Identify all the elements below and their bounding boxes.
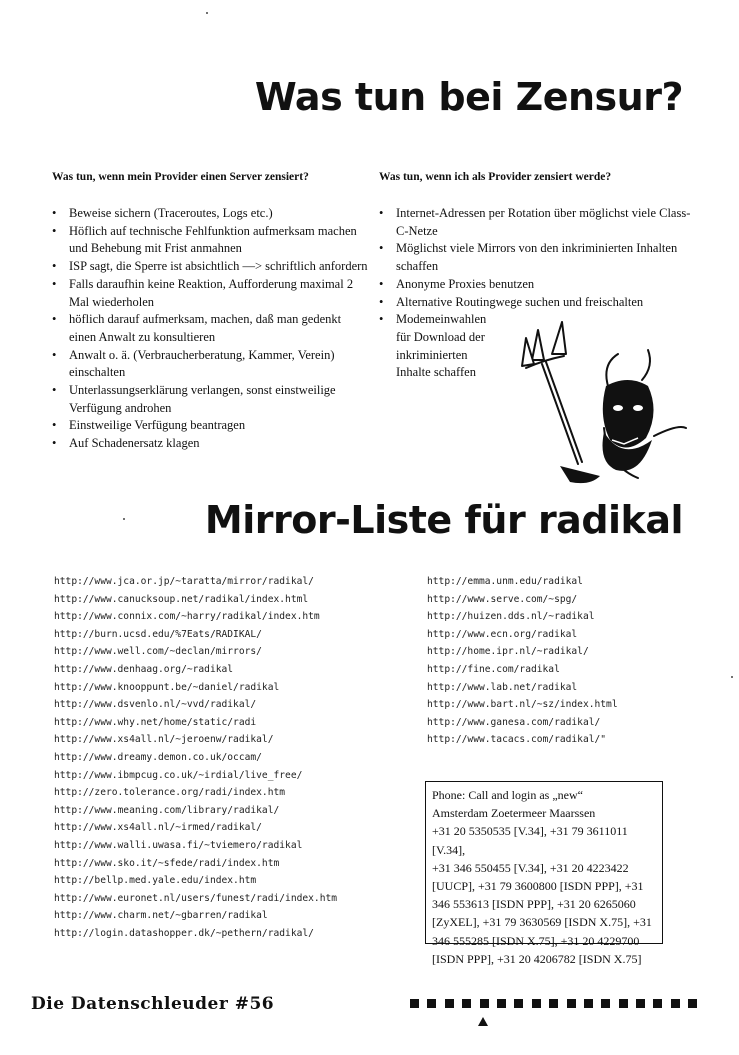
square-icon <box>445 999 454 1008</box>
mirror-url: http://www.denhaag.org/~radikal <box>54 663 234 675</box>
mirror-url: http://www.ibmpcug.co.uk/~irdial/live_free/ <box>54 769 303 781</box>
phone-box-line: Amsterdam Zoetermeer Maarssen <box>432 806 596 821</box>
left-bullet-list <box>52 205 370 453</box>
mirror-url: http://www.xs4all.nl/~irmed/radikal/ <box>54 822 262 834</box>
square-icon <box>636 999 645 1008</box>
square-icon <box>653 999 662 1008</box>
mirror-url: http://burn.ucsd.edu/%7Eats/RADIKAL/ <box>54 628 262 640</box>
list-item: • Möglichst viele Mirrors von den inkriminierten Inhalten schaffen <box>379 240 694 275</box>
list-item: • ISP sagt, die Sperre ist absichtlich —> schriftlich anfordern <box>52 258 370 276</box>
square-icon <box>427 999 436 1008</box>
phone-box-line: Phone: Call and login as „new“ <box>432 788 583 802</box>
list-item: • Internet-Adressen per Rotation über möglichst viele Class-C-Netze <box>379 205 694 240</box>
phone-info-box <box>425 781 663 966</box>
left-section-heading: Was tun, wenn mein Provider einen Server zensiert? <box>52 171 309 183</box>
mirror-url: http://www.well.com/~declan/mirrors/ <box>54 646 262 658</box>
list-item-line: Modemeinwahlen <box>396 312 487 327</box>
list-item: • höflich darauf aufmerksam, machen, daß man gedenkt einen Anwalt zu konsultieren <box>52 311 370 346</box>
mirror-url: http://www.euronet.nl/users/funest/radi/index.htm <box>54 892 338 904</box>
mirror-url: http://www.tacacs.com/radikal/" <box>427 734 607 746</box>
phone-box-line: +31 20 5350535 [V.34], +31 79 3611011 [V.34], <box>432 824 628 857</box>
phone-box-line: [ISDN PPP], +31 20 4206782 [ISDN X.75] <box>432 951 642 966</box>
speck-mark <box>123 518 125 520</box>
page-indicator-squares <box>410 999 697 1008</box>
mirror-url: http://www.dsvenlo.nl/~vvd/radikal/ <box>54 699 257 711</box>
mirror-url: http://www.why.net/home/static/radi <box>54 716 257 728</box>
list-item: • Falls daraufhin keine Reaktion, Aufforderung maximal 2 Mal wiederholen <box>52 276 370 311</box>
mirror-url: http://zero.tolerance.org/radi/index.htm <box>54 787 286 799</box>
square-icon <box>567 999 576 1008</box>
list-item: • Anwalt o. ä. (Verbraucherberatung, Kammer, Verein) einschalten <box>52 347 370 382</box>
square-icon <box>688 999 697 1008</box>
mirror-url: http://www.xs4all.nl/~jeroenw/radikal/ <box>54 734 274 746</box>
mirror-url: http://www.dreamy.demon.co.uk/occam/ <box>54 751 262 763</box>
mirror-url: http://www.serve.com/~spg/ <box>427 593 578 605</box>
mirror-url: http://www.charm.net/~gbarren/radikal <box>54 910 268 922</box>
list-item-line: für Download der <box>396 329 485 344</box>
phone-box-line: +31 346 550455 [V.34], +31 20 4223422 <box>432 860 629 875</box>
devil-with-trident-icon <box>520 316 690 488</box>
square-icon <box>532 999 541 1008</box>
phone-box-line: 346 553613 [ISDN PPP], +31 20 6265060 <box>432 897 636 912</box>
speck-mark <box>206 12 208 14</box>
phone-box-line: [ZyXEL], +31 79 3630569 [ISDN X.75], +31 <box>432 915 652 930</box>
mirror-url: http://fine.com/radikal <box>427 663 560 675</box>
triangle-up-icon <box>478 1017 488 1026</box>
square-icon <box>514 999 523 1008</box>
mirror-url: http://www.ecn.org/radikal <box>427 628 578 640</box>
phone-box-line: [UUCP], +31 79 3600800 [ISDN PPP], +31 <box>432 879 644 894</box>
list-item-line: inkriminierten <box>396 347 468 362</box>
mirror-url-list-right <box>427 573 618 749</box>
speck-mark <box>731 676 733 678</box>
mirror-url: http://www.connix.com/~harry/radikal/index.htm <box>54 611 320 623</box>
square-icon <box>671 999 680 1008</box>
mirror-url: http://www.walli.uwasa.fi/~tviemero/radikal <box>54 839 303 851</box>
square-icon <box>549 999 558 1008</box>
list-item: • Höflich auf technische Fehlfunktion aufmerksam machen und Behebung mit Frist anmahnen <box>52 223 370 258</box>
mirror-url-list-left <box>54 573 337 942</box>
square-icon <box>584 999 593 1008</box>
list-item: • Alternative Routingwege suchen und freischalten <box>379 294 694 312</box>
mirror-url: http://www.jca.or.jp/~taratta/mirror/radikal/ <box>54 576 314 587</box>
mirror-url: http://www.meaning.com/library/radikal/ <box>54 804 280 816</box>
mirror-url: http://huizen.dds.nl/~radikal <box>427 611 595 623</box>
mirror-url: http://www.sko.it/~sfede/radi/index.htm <box>54 857 280 869</box>
mirror-url: http://www.knooppunt.be/~daniel/radikal <box>54 681 280 693</box>
list-item: • Unterlassungserklärung verlangen, sonst einstweilige Verfügung androhen <box>52 382 370 417</box>
square-icon <box>601 999 610 1008</box>
mirror-url: http://www.lab.net/radikal <box>427 681 578 693</box>
square-icon <box>619 999 628 1008</box>
list-item: • Einstweilige Verfügung beantragen <box>52 417 370 435</box>
list-item: • Anonyme Proxies benutzen <box>379 276 694 294</box>
phone-box-line: 346 555285 [ISDN X.75], +31 20 4229700 <box>432 933 640 948</box>
mirror-url: http://home.ipr.nl/~radikal/ <box>427 646 589 658</box>
mirror-url: http://www.bart.nl/~sz/index.html <box>427 699 618 711</box>
mirror-list-title: Mirror-Liste für radikal <box>204 498 683 542</box>
mirror-url: http://login.datashopper.dk/~pethern/radikal/ <box>54 927 314 939</box>
mirror-url: http://emma.unm.edu/radikal <box>427 576 583 587</box>
list-item-line: Inhalte schaffen <box>396 365 476 380</box>
square-icon <box>410 999 419 1008</box>
square-icon <box>497 999 506 1008</box>
right-section-heading: Was tun, wenn ich als Provider zensiert werde? <box>379 171 612 183</box>
mirror-url: http://bellp.med.yale.edu/index.htm <box>54 875 257 887</box>
mirror-url: http://www.canucksoup.net/radikal/index.html <box>54 593 309 605</box>
square-icon <box>480 999 489 1008</box>
square-icon <box>462 999 471 1008</box>
magazine-footer: Die Datenschleuder #56 <box>31 994 275 1014</box>
list-item: • Auf Schadenersatz klagen <box>52 435 370 453</box>
page-title: Was tun bei Zensur? <box>254 75 683 119</box>
list-item: • Beweise sichern (Traceroutes, Logs etc.) <box>52 205 370 223</box>
mirror-url: http://www.ganesa.com/radikal/ <box>427 716 601 728</box>
